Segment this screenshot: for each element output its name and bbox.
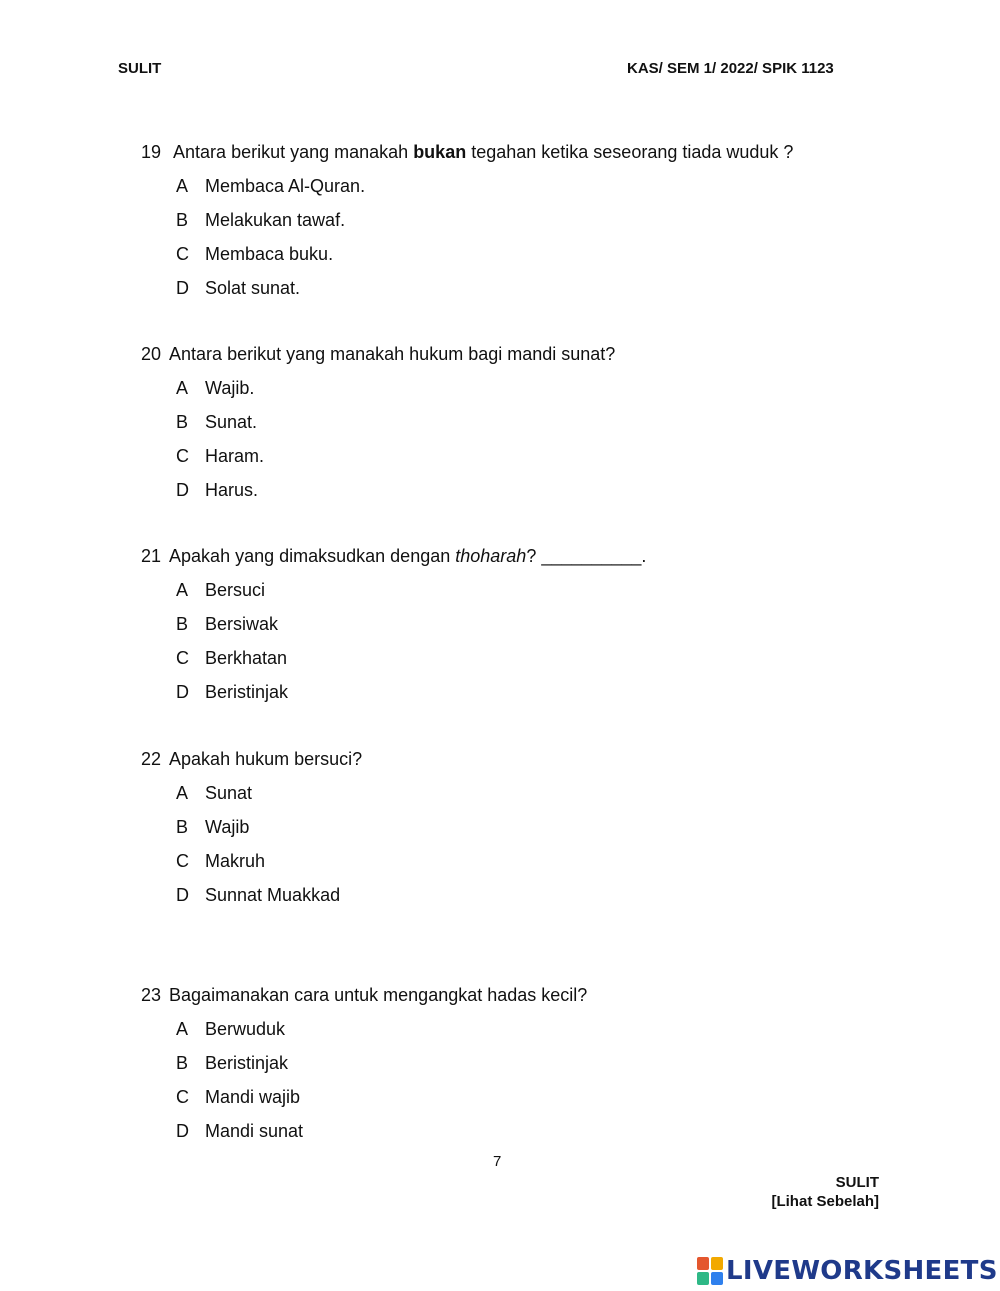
liveworksheets-logo-icon	[697, 1257, 723, 1285]
question-number: 23	[141, 985, 162, 1005]
option-letter: A	[176, 783, 189, 803]
option-letter: C	[176, 244, 189, 264]
option-a[interactable]	[176, 378, 615, 400]
question-22	[141, 749, 362, 907]
option-letter: B	[176, 614, 189, 634]
question-number: 22	[141, 749, 162, 769]
question-number: 20	[141, 344, 162, 364]
footer-sulit: SULIT	[835, 1174, 879, 1191]
option-letter: B	[176, 817, 189, 837]
option-text: Bersiwak	[205, 614, 279, 634]
option-c[interactable]	[176, 244, 793, 266]
option-letter: B	[176, 210, 189, 230]
question-stem	[141, 344, 615, 366]
option-text: Beristinjak	[205, 682, 289, 702]
option-text: Sunat.	[205, 412, 258, 432]
option-a[interactable]	[176, 783, 362, 805]
question-text-bold: bukan	[413, 142, 467, 162]
footer-next-page: [Lihat Sebelah]	[771, 1193, 879, 1210]
option-letter: D	[176, 682, 189, 702]
question-text-italic: thoharah	[455, 546, 527, 566]
option-text: Beristinjak	[205, 1053, 289, 1073]
question-text	[169, 546, 646, 567]
option-letter: D	[176, 885, 189, 905]
question-21	[141, 546, 646, 704]
question-text-part: Apakah yang dimaksudkan dengan	[169, 546, 456, 566]
question-text-part: Antara berikut yang manakah	[173, 142, 414, 162]
option-letter: C	[176, 446, 189, 466]
question-text: Bagaimanakan cara untuk mengangkat hadas kecil?	[169, 985, 588, 1005]
question-text-part: tegahan ketika seseorang tiada wuduk ?	[466, 142, 794, 162]
option-c[interactable]	[176, 648, 646, 670]
option-a[interactable]	[176, 1019, 587, 1041]
option-d[interactable]	[176, 278, 793, 300]
option-text: Wajib	[205, 817, 250, 837]
option-d[interactable]	[176, 682, 646, 704]
logo-tile	[697, 1257, 709, 1270]
option-b[interactable]	[176, 614, 646, 636]
option-text: Berwuduk	[205, 1019, 286, 1039]
option-b[interactable]	[176, 210, 793, 232]
option-b[interactable]	[176, 412, 615, 434]
question-text	[173, 142, 793, 163]
option-text: Solat sunat.	[205, 278, 301, 298]
question-number: 21	[141, 546, 162, 566]
option-letter: A	[176, 176, 189, 196]
option-a[interactable]	[176, 580, 646, 602]
question-text: Antara berikut yang manakah hukum bagi mandi sunat?	[169, 344, 616, 364]
option-d[interactable]	[176, 1121, 587, 1143]
option-text: Berkhatan	[205, 648, 288, 668]
liveworksheets-logo-text: LIVEWORKSHEETS	[726, 1256, 998, 1286]
question-number: 19	[141, 142, 162, 162]
option-c[interactable]	[176, 851, 362, 873]
logo-tile	[711, 1257, 723, 1270]
header-right: KAS/ SEM 1/ 2022/ SPIK 1123	[627, 60, 834, 77]
option-c[interactable]	[176, 446, 615, 468]
option-text: Harus.	[205, 480, 259, 500]
option-text: Membaca Al-Quran.	[205, 176, 366, 196]
question-stem	[141, 546, 646, 568]
option-letter: D	[176, 1121, 189, 1141]
option-text: Haram.	[205, 446, 265, 466]
option-letter: D	[176, 480, 189, 500]
option-letter: C	[176, 851, 189, 871]
option-letter: C	[176, 648, 189, 668]
option-letter: A	[176, 1019, 189, 1039]
option-d[interactable]	[176, 885, 362, 907]
question-20	[141, 344, 615, 502]
question-text: Apakah hukum bersuci?	[169, 749, 363, 769]
question-19	[141, 142, 793, 300]
option-letter: A	[176, 580, 189, 600]
option-text: Melakukan tawaf.	[205, 210, 346, 230]
header-left: SULIT	[118, 60, 162, 77]
option-letter: C	[176, 1087, 189, 1107]
question-text-part: ? __________.	[526, 546, 647, 566]
option-text: Bersuci	[205, 580, 266, 600]
page-number: 7	[493, 1153, 502, 1170]
question-stem	[141, 985, 587, 1007]
option-d[interactable]	[176, 480, 615, 502]
option-text: Makruh	[205, 851, 266, 871]
option-c[interactable]	[176, 1087, 587, 1109]
option-text: Sunat	[205, 783, 253, 803]
option-letter: D	[176, 278, 189, 298]
option-a[interactable]	[176, 176, 793, 198]
logo-tile	[697, 1272, 709, 1285]
option-letter: B	[176, 412, 189, 432]
option-text: Sunnat Muakkad	[205, 885, 341, 905]
question-stem	[141, 749, 362, 771]
option-text: Mandi sunat	[205, 1121, 304, 1141]
question-stem	[141, 142, 793, 164]
question-23	[141, 985, 587, 1143]
option-text: Mandi wajib	[205, 1087, 301, 1107]
logo-tile	[711, 1272, 723, 1285]
option-b[interactable]	[176, 1053, 587, 1075]
option-letter: B	[176, 1053, 189, 1073]
option-b[interactable]	[176, 817, 362, 839]
option-letter: A	[176, 378, 189, 398]
option-text: Membaca buku.	[205, 244, 334, 264]
liveworksheets-logo[interactable]	[697, 1256, 998, 1286]
option-text: Wajib.	[205, 378, 255, 398]
